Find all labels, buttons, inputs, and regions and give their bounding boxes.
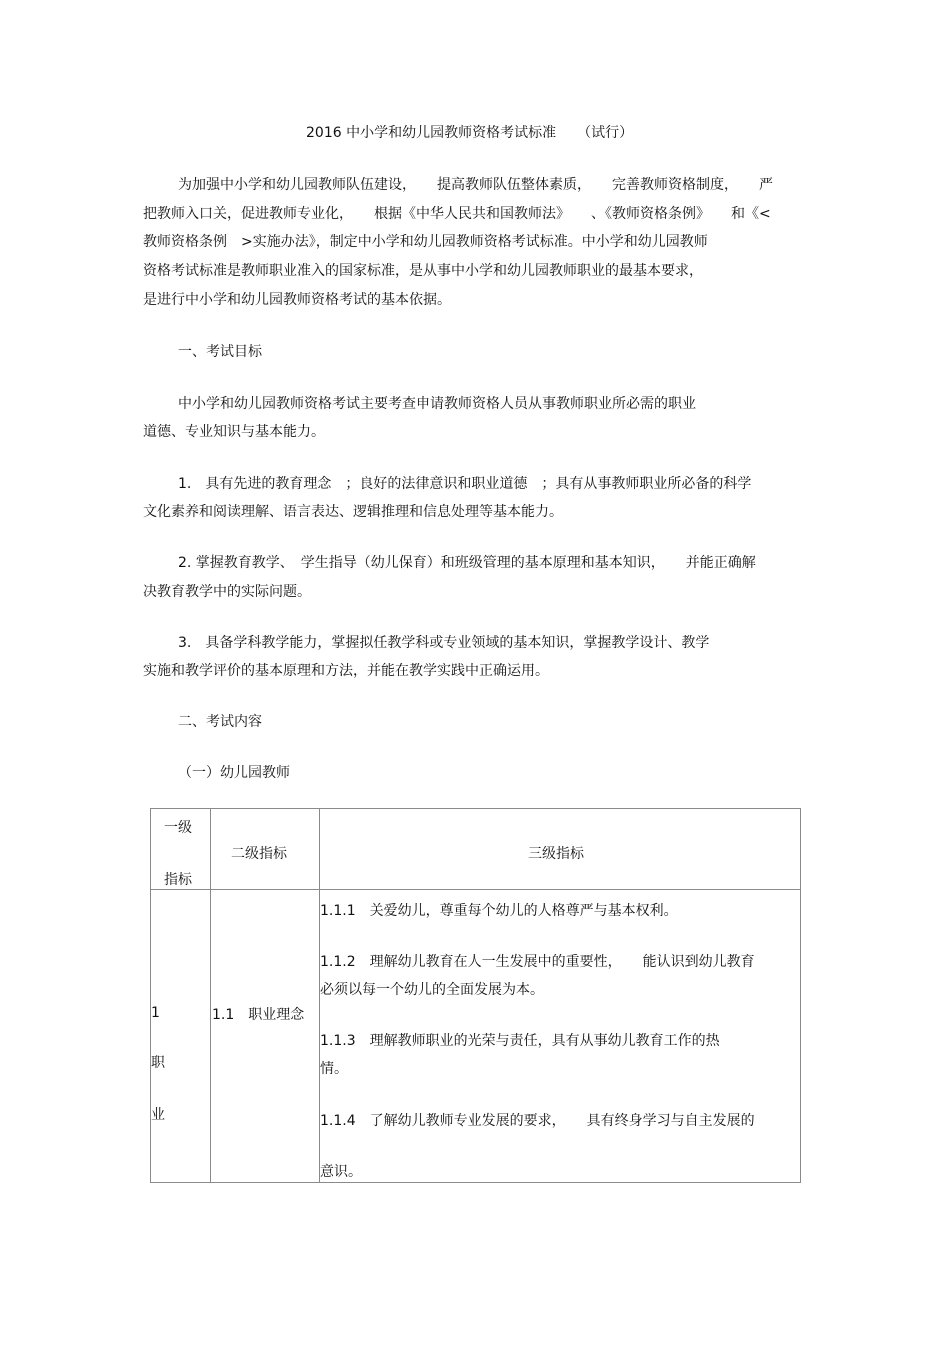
table-row <box>151 890 801 1183</box>
row1-level1-cell <box>151 890 211 1183</box>
document-title: 2016 中小学和幼儿园教师资格考试标准 （试行） <box>306 125 634 141</box>
header-level2-label: 二级指标 <box>231 846 287 862</box>
section1-para-line-2: 道德、专业知识与基本能力。 <box>143 424 325 440</box>
item-1-1-4-line-1: 1.1.4 了解幼儿教师专业发展的要求， 具有终身学习与自主发展的 <box>320 1113 755 1129</box>
goal-item-3-line-1: 3. 具备学科教学能力，掌握拟任教学科或专业领域的基本知识，掌握教学设计、教学 <box>178 635 710 651</box>
table-header-row <box>151 809 801 890</box>
row1-level3-cell <box>320 890 801 1183</box>
header-level3-label: 三级指标 <box>528 846 584 862</box>
section2-heading: 二、考试内容 <box>178 714 262 730</box>
goal-item-3-line-2: 实施和教学评价的基本原理和方法，并能在教学实践中正确运用。 <box>143 663 549 679</box>
item-1-1-2-line-1: 1.1.2 理解幼儿教育在人一生发展中的重要性， 能认识到幼儿教育 <box>320 954 755 970</box>
intro-line-4: 资格考试标准是教师职业准入的国家标准，是从事中小学和幼儿园教师职业的最基本要求， <box>143 263 703 279</box>
intro-line-5: 是进行中小学和幼儿园教师资格考试的基本依据。 <box>143 292 451 308</box>
row1-level1-char-2: 职 <box>151 1055 165 1071</box>
intro-line-3: 教师资格条例 >实施办法》，制定中小学和幼儿园教师资格考试标准。中小学和幼儿园教师 <box>143 234 708 250</box>
row1-level1-char-1: 1 <box>151 1005 160 1021</box>
section2-subheading: （一）幼儿园教师 <box>178 765 290 781</box>
row1-level2-cell <box>211 890 320 1183</box>
header-cell-level1 <box>151 809 211 890</box>
row1-level1-char-3: 业 <box>151 1107 165 1123</box>
exam-content-table <box>150 808 801 1183</box>
goal-item-2-line-2: 决教育教学中的实际问题。 <box>143 584 311 600</box>
section1-heading: 一、考试目标 <box>178 344 262 360</box>
intro-line-2: 把教师入口关，促进教师专业化， 根据《中华人民共和国教师法》 、《教师资格条例》 和《< <box>143 206 771 222</box>
header-cell-level3 <box>320 809 801 890</box>
intro-line-1: 为加强中小学和幼儿园教师队伍建设， 提高教师队伍整体素质， 完善教师资格制度， 严 <box>178 177 773 193</box>
item-1-1-1: 1.1.1 关爱幼儿，尊重每个幼儿的人格尊严与基本权利。 <box>320 903 678 919</box>
header-level1-line-1: 一级 <box>164 820 192 836</box>
goal-item-2-line-1: 2. 掌握教育教学、 学生指导（幼儿保育）和班级管理的基本原理和基本知识， 并能正确解 <box>178 555 756 571</box>
item-1-1-3-line-1: 1.1.3 理解教师职业的光荣与责任，具有从事幼儿教育工作的热 <box>320 1033 720 1049</box>
goal-item-1-line-2: 文化素养和阅读理解、语言表达、逻辑推理和信息处理等基本能力。 <box>143 504 563 520</box>
row1-level2-label: 1.1 职业理念 <box>212 1007 305 1023</box>
goal-item-1-line-1: 1. 具有先进的教育理念 ；良好的法律意识和职业道德 ；具有从事教师职业所必备的科学 <box>178 476 752 492</box>
item-1-1-4-line-2: 意识。 <box>320 1164 362 1180</box>
header-cell-level2 <box>211 809 320 890</box>
item-1-1-2-line-2: 必须以每一个幼儿的全面发展为本。 <box>320 982 544 998</box>
item-1-1-3-line-2: 情。 <box>320 1061 348 1077</box>
section1-para-line-1: 中小学和幼儿园教师资格考试主要考查申请教师资格人员从事教师职业所必需的职业 <box>178 396 696 412</box>
header-level1-line-2: 指标 <box>164 872 192 888</box>
